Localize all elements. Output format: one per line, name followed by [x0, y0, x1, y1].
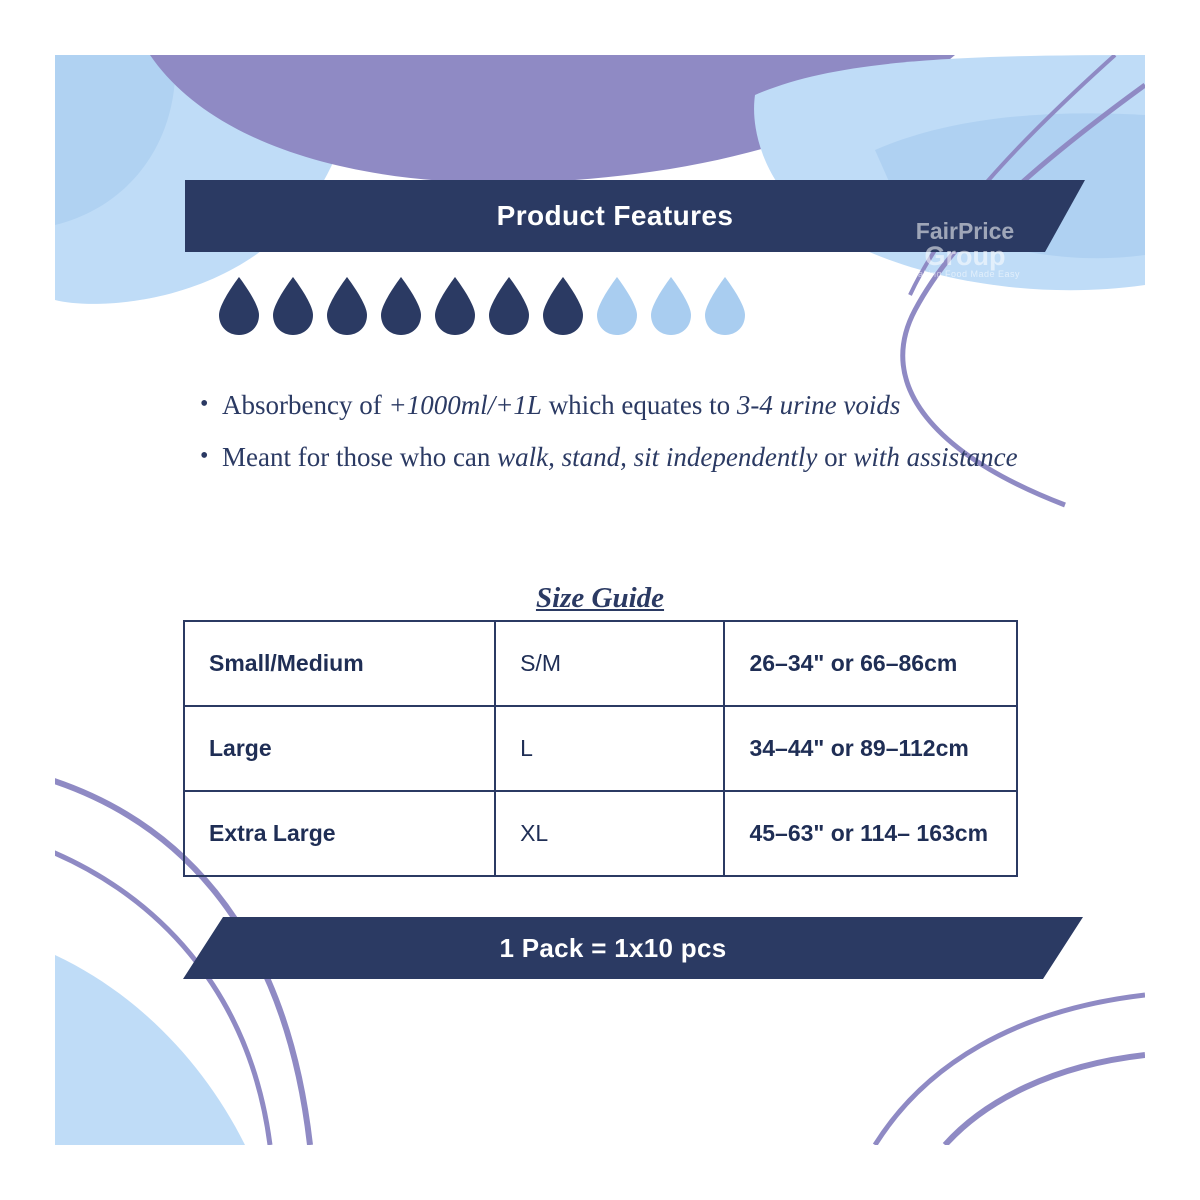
size-range-cell: 45–63" or 114– 163cm: [724, 791, 1017, 876]
droplet-icon-empty: [647, 275, 695, 337]
size-guide-table: [183, 620, 1018, 877]
size-code-cell: XL: [495, 791, 724, 876]
size-name-cell: Small/Medium: [184, 621, 495, 706]
size-guide-heading: Size Guide: [535, 582, 665, 614]
droplet-icon-empty: [593, 275, 641, 337]
feature-bullet-list: [200, 385, 1030, 489]
size-name-cell: Extra Large: [184, 791, 495, 876]
droplet-icon: [485, 275, 533, 337]
feature-text: Meant for those who can walk, stand, sit independently or with assistance: [222, 441, 1018, 472]
droplet-icon: [215, 275, 263, 337]
size-code-cell: S/M: [495, 621, 724, 706]
watermark-line-2: Group: [924, 241, 1006, 271]
table-row: [184, 791, 1017, 876]
table-row: [184, 706, 1017, 791]
droplet-icon: [269, 275, 317, 337]
list-item: [200, 437, 1030, 479]
droplet-icon: [323, 275, 371, 337]
size-name-cell: Large: [184, 706, 495, 791]
bullet-dot-icon: •: [200, 391, 209, 417]
size-range-cell: 26–34" or 66–86cm: [724, 621, 1017, 706]
feature-text: Absorbency of +1000ml/+1L which equates to 3-4 urine voids: [222, 390, 901, 420]
watermark-line-3: Making Food Made Easy: [909, 269, 1021, 279]
list-item: [200, 385, 1030, 427]
droplet-icon-empty: [701, 275, 749, 337]
size-code-cell: L: [495, 706, 724, 791]
absorbency-droplet-rating: [215, 275, 749, 337]
bullet-dot-icon: •: [200, 442, 209, 469]
page-title: Product Features: [496, 200, 734, 231]
droplet-icon: [377, 275, 425, 337]
droplet-icon: [539, 275, 587, 337]
watermark-line-1: FairPrice: [915, 218, 1015, 244]
pack-size-label: 1 Pack = 1x10 pcs: [499, 932, 727, 963]
infographic-canvas: [55, 55, 1145, 1145]
size-range-cell: 34–44" or 89–112cm: [724, 706, 1017, 791]
table-row: [184, 621, 1017, 706]
droplet-icon: [431, 275, 479, 337]
pack-size-banner: [183, 917, 1083, 979]
header-banner: [185, 180, 1085, 252]
